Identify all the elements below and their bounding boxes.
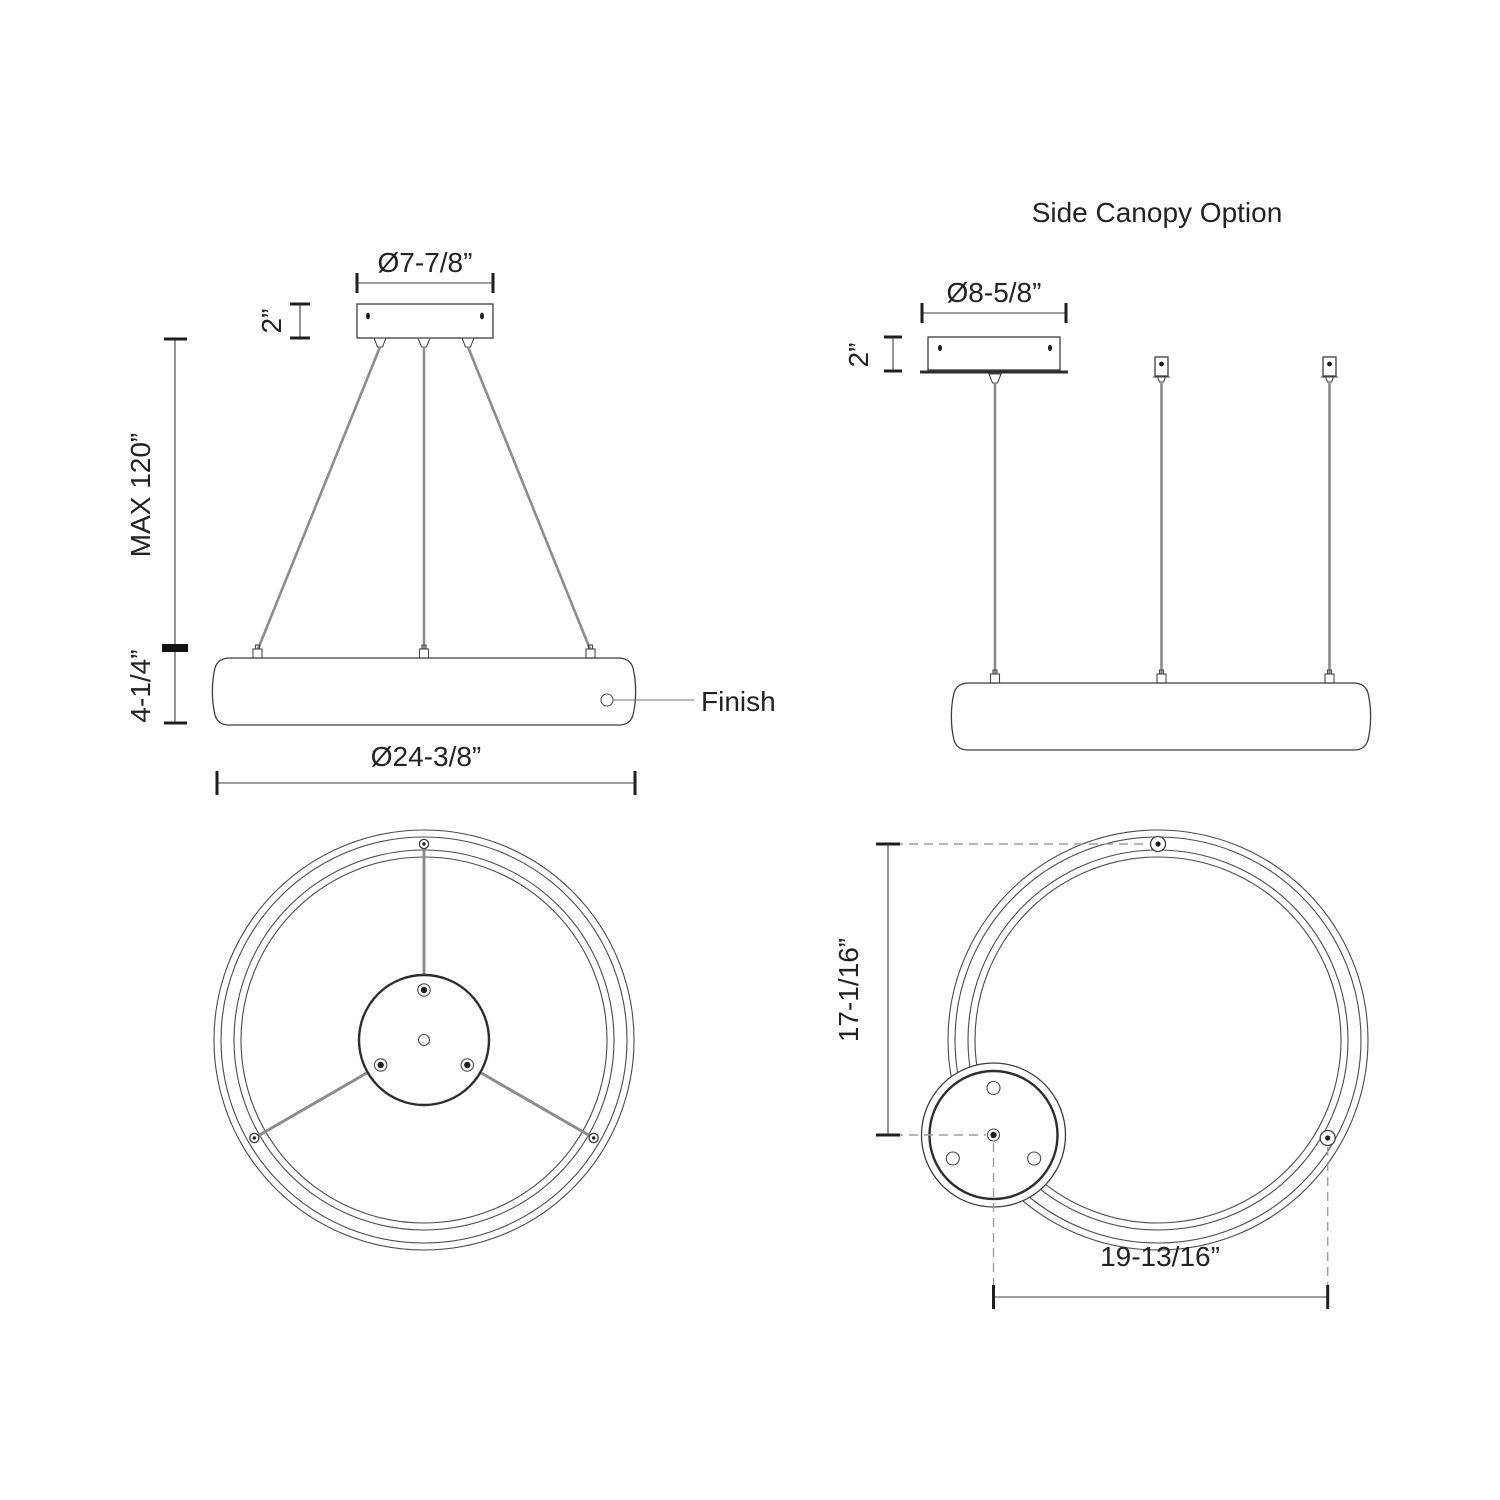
fixture-height-dim: 4-1/4” — [125, 649, 156, 723]
side-canopy-bottom-view — [833, 830, 1368, 1309]
canopy-screw-hole — [480, 313, 484, 320]
suspension-cable — [258, 347, 380, 649]
horizontal-offset-dim: 19-13/16” — [1100, 1241, 1220, 1272]
side-canopy-title: Side Canopy Option — [1031, 197, 1283, 228]
fixture-body-side — [212, 658, 635, 725]
finish-callout-marker — [601, 694, 613, 706]
ceiling-canopy — [357, 304, 493, 338]
side-canopy-option-view — [843, 197, 1371, 750]
center-canopy — [359, 975, 489, 1105]
bottom-view — [214, 830, 634, 1250]
support-spoke — [258, 1073, 367, 1136]
ceiling-cable-gripper — [1321, 357, 1338, 382]
fixture-diameter-dim: Ø24-3/8” — [370, 741, 482, 772]
ceiling-cable-gripper — [1153, 357, 1170, 382]
side-canopy-diameter-dim: Ø8-5/8” — [946, 277, 1042, 308]
canopy-diameter-dim: Ø7-7/8” — [377, 247, 473, 278]
pendant-side-view — [125, 247, 776, 795]
max-suspension-dim: MAX 120” — [125, 432, 156, 558]
canopy-height-dim: 2” — [256, 308, 287, 334]
fixture-body-side — [951, 683, 1370, 750]
ring-mount-point — [1151, 837, 1336, 1146]
vertical-offset-dim: 17-1/16” — [833, 937, 864, 1043]
side-canopy-height-dim: 2” — [843, 342, 874, 368]
support-spoke — [481, 1073, 590, 1136]
canopy-screw-hole — [366, 313, 370, 320]
side-canopy-center-point — [990, 1132, 996, 1138]
side-canopy — [928, 337, 1060, 370]
finish-callout-label: Finish — [701, 686, 776, 717]
suspension-cable — [468, 347, 590, 649]
